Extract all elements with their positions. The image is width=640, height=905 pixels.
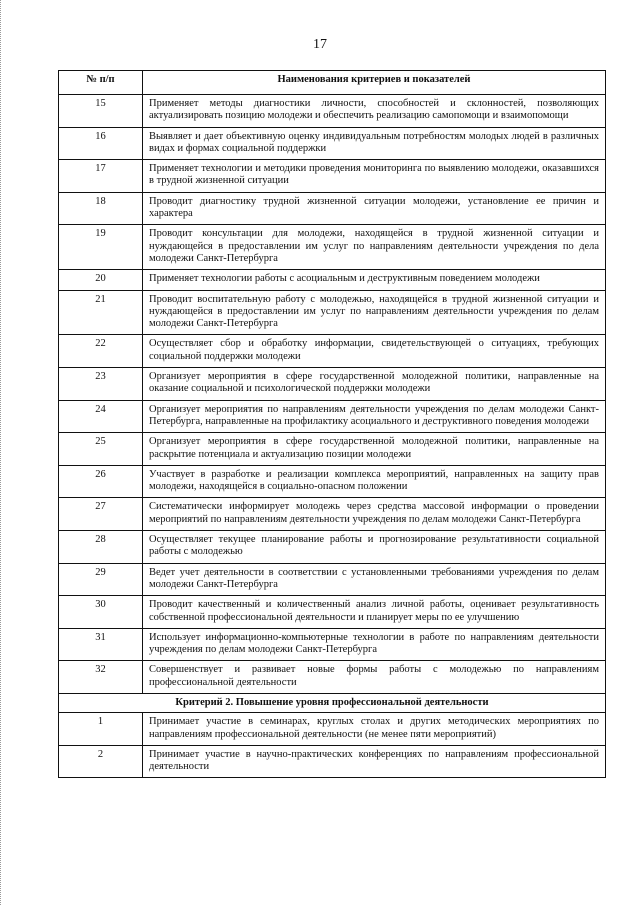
table-row <box>59 270 606 290</box>
table-row <box>59 713 606 746</box>
row-number: 21 <box>59 290 143 335</box>
row-text: Организует мероприятия по направлениям деятельности учреждения по делам молодежи Санкт-Петербурга, направленные на профилактику асоциального и деструктивного поведения молодежи <box>143 400 606 433</box>
row-text: Выявляет и дает объективную оценку индивидуальным потребностям молодых людей в различных видах и формах социальной поддержки <box>143 127 606 160</box>
row-text: Организует мероприятия в сфере государственной молодежной политики, направленные на оказание социальной и психологической поддержки молодежи <box>143 368 606 401</box>
row-number: 2 <box>59 745 143 778</box>
row-text: Осуществляет сбор и обработку информации, свидетельствующей о ситуациях, требующих социальной поддержки молодежи <box>143 335 606 368</box>
row-text: Проводит качественный и количественный анализ личной работы, оценивает результативность собственной профессиональной деятельности и планирует меры по ее улучшению <box>143 596 606 629</box>
table-row <box>59 290 606 335</box>
criterion-row <box>59 693 606 712</box>
table-row <box>59 433 606 466</box>
table-row <box>59 628 606 661</box>
row-number: 17 <box>59 160 143 193</box>
row-text: Применяет технологии работы с асоциальным и деструктивным поведением молодежи <box>143 270 606 290</box>
row-number: 15 <box>59 95 143 128</box>
row-text: Применяет методы диагностики личности, способностей и склонностей, позволяющих актуализировать позицию молодежи и обеспечить реализацию самопомощи и взаимопомощи <box>143 95 606 128</box>
table-row <box>59 596 606 629</box>
header-number: № п/п <box>59 71 143 95</box>
criteria-table <box>58 70 606 778</box>
scan-edge <box>0 0 7 905</box>
row-number: 27 <box>59 498 143 531</box>
table-row <box>59 531 606 564</box>
table-row <box>59 127 606 160</box>
criterion-heading: Критерий 2. Повышение уровня профессиональной деятельности <box>59 693 606 712</box>
row-number: 19 <box>59 225 143 270</box>
row-text: Осуществляет текущее планирование работы и прогнозирование результативности социальной работы с молодежью <box>143 531 606 564</box>
row-number: 23 <box>59 368 143 401</box>
row-text: Участвует в разработке и реализации комплекса мероприятий, направленных на защиту прав молодежи, находящейся в социально-опасном положении <box>143 465 606 498</box>
row-number: 29 <box>59 563 143 596</box>
row-text: Проводит диагностику трудной жизненной ситуации молодежи, установление ее причин и характера <box>143 192 606 225</box>
row-number: 25 <box>59 433 143 466</box>
row-number: 22 <box>59 335 143 368</box>
row-number: 18 <box>59 192 143 225</box>
row-number: 28 <box>59 531 143 564</box>
row-number: 30 <box>59 596 143 629</box>
table-row <box>59 465 606 498</box>
row-number: 26 <box>59 465 143 498</box>
row-text: Принимает участие в научно-практических конференциях по направлениям профессиональной деятельности <box>143 745 606 778</box>
row-text: Систематически информирует молодежь через средства массовой информации о проведении мероприятий по направлениям деятельности учреждения по делам молодежи Санкт-Петербурга <box>143 498 606 531</box>
table-row <box>59 400 606 433</box>
table-row <box>59 192 606 225</box>
table-row <box>59 225 606 270</box>
table-row <box>59 498 606 531</box>
row-text: Организует мероприятия в сфере государственной молодежной политики, направленные на раскрытие потенциала и актуализацию позиции молодежи <box>143 433 606 466</box>
table-row <box>59 368 606 401</box>
row-number: 24 <box>59 400 143 433</box>
row-text: Проводит консультации для молодежи, находящейся в трудной жизненной ситуации и нуждающейся в предоставлении им услуг по направлениям деятельности учреждения по дела молодежи Санкт-Петербурга <box>143 225 606 270</box>
table-row <box>59 563 606 596</box>
table-row <box>59 160 606 193</box>
header-criteria-name: Наименования критериев и показателей <box>143 71 606 95</box>
row-number: 20 <box>59 270 143 290</box>
row-text: Применяет технологии и методики проведения мониторинга по выявлению молодежи, оказавшихся в трудной жизненной ситуации <box>143 160 606 193</box>
page-number: 17 <box>313 37 327 52</box>
table-row <box>59 661 606 694</box>
row-number: 1 <box>59 713 143 746</box>
row-text: Проводит воспитательную работу с молодежью, находящейся в трудной жизненной ситуации и нуждающейся в предоставлении им услуг по направлениям деятельности учреждения по делам молодежи Санкт-Петербурга <box>143 290 606 335</box>
table-header-row <box>59 71 606 95</box>
table-row <box>59 335 606 368</box>
row-number: 31 <box>59 628 143 661</box>
table-row <box>59 745 606 778</box>
table-row <box>59 95 606 128</box>
row-number: 16 <box>59 127 143 160</box>
row-text: Ведет учет деятельности в соответствии с установленными требованиями учреждения по делам молодежи Санкт-Петербурга <box>143 563 606 596</box>
row-text: Принимает участие в семинарах, круглых столах и других методических мероприятиях по направлениям профессиональной деятельности (не менее пяти мероприятий) <box>143 713 606 746</box>
row-text: Использует информационно-компьютерные технологии в работе по направлениям деятельности учреждения по делам молодежи Санкт-Петербурга <box>143 628 606 661</box>
row-number: 32 <box>59 661 143 694</box>
row-text: Совершенствует и развивает новые формы работы с молодежью по направлениям профессиональной деятельности <box>143 661 606 694</box>
